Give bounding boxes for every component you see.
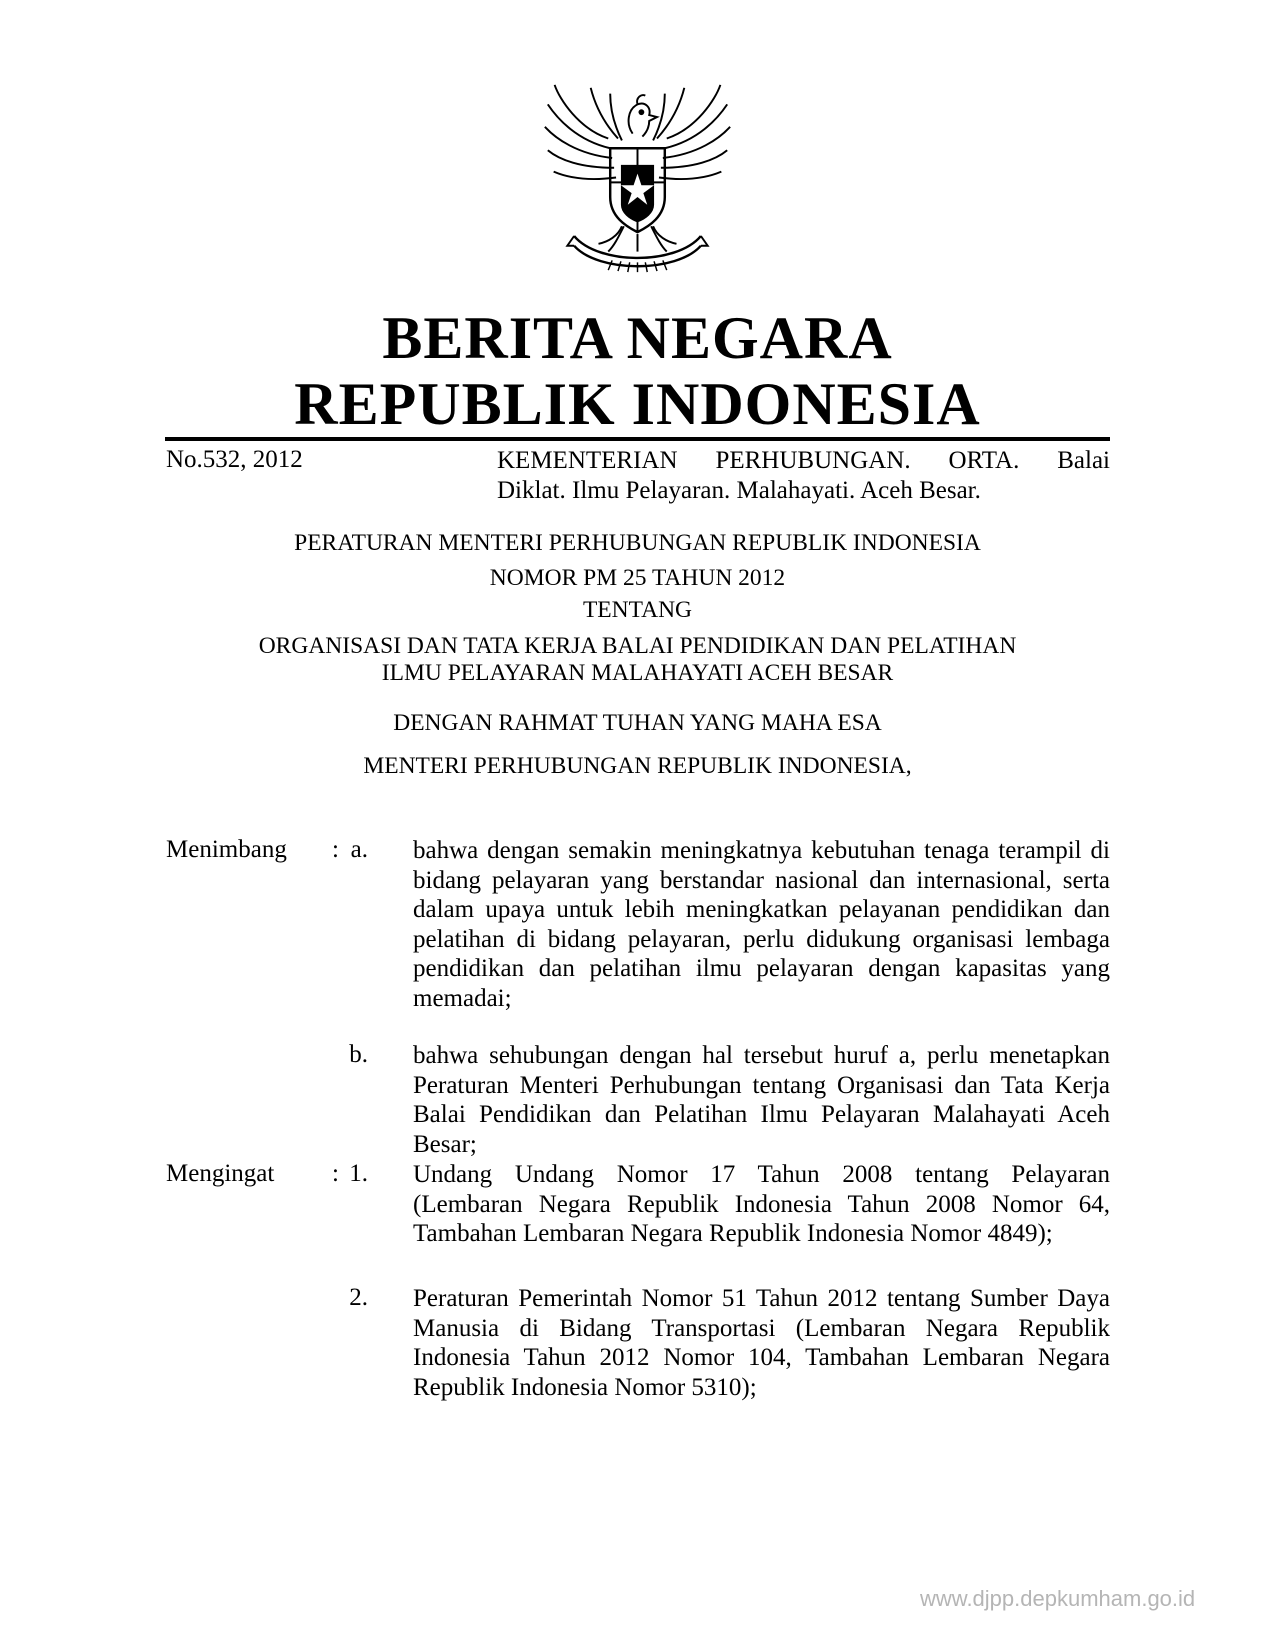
regulation-subject-line1: ORGANISASI DAN TATA KERJA BALAI PENDIDIKAN DAN PELATIHAN: [258, 633, 1017, 659]
issuer: MENTERI PERHUBUNGAN REPUBLIK INDONESIA,: [363, 753, 912, 779]
mengingat-marker-1: 1.: [349, 1160, 368, 1187]
mengingat-colon: :: [332, 1160, 339, 1187]
menimbang-paragraph-a: bahwa dengan semakin meningkatnya kebutuhan tenaga terampil di bidang pelayaran yang berstandar nasional dan internasional, serta dalam upaya untuk lebih meningkatkan pelayanan pendidikan dan pelatihan di bidang pelayaran, perlu didukung organisasi lembaga pendidikan dan pelatihan ilmu pelayaran dengan kapasitas yang memadai;: [413, 837, 1110, 1012]
gazette-subject-line1: KEMENTERIAN PERHUBUNGAN. ORTA. Balai: [497, 447, 1110, 474]
mengingat-label: Mengingat: [166, 1160, 275, 1187]
gazette-subject-line2: Diklat. Ilmu Pelayaran. Malahayati. Aceh Besar.: [497, 477, 981, 504]
regulation-title-line1: PERATURAN MENTERI PERHUBUNGAN REPUBLIK INDONESIA: [294, 530, 981, 556]
menimbang-colon: :: [332, 836, 339, 863]
mengingat-paragraph-1: Undang Undang Nomor 17 Tahun 2008 tentang Pelayaran (Lembaran Negara Republik Indonesia Tahun 2008 Nomor 64, Tambahan Lembaran Negara Republik Indonesia Nomor 4849);: [413, 1161, 1110, 1247]
regulation-number: NOMOR PM 25 TAHUN 2012: [489, 565, 786, 591]
masthead-title: BERITA NEGARA: [382, 305, 893, 371]
menimbang-label: Menimbang: [166, 836, 287, 863]
garuda-emblem: [540, 80, 735, 275]
mengingat-paragraph-2: Peraturan Pemerintah Nomor 51 Tahun 2012 tentang Sumber Daya Manusia di Bidang Transportasi (Lembaran Negara Republik Indonesia Tahun 2012 Nomor 104, Tambahan Lembaran Negara Republik Indonesia Nomor 5310);: [413, 1285, 1110, 1401]
menimbang-marker-a: a.: [350, 836, 368, 863]
invocation: DENGAN RAHMAT TUHAN YANG MAHA ESA: [393, 710, 882, 736]
masthead-subtitle: REPUBLIK INDONESIA: [294, 371, 981, 437]
gazette-number: No.532, 2012: [166, 446, 303, 473]
header-rule: [165, 437, 1110, 441]
menimbang-paragraph-b: bahwa sehubungan dengan hal tersebut huruf a, perlu menetapkan Peraturan Menteri Perhubungan tentang Organisasi dan Tata Kerja Balai Pendidikan dan Pelatihan Ilmu Pelayaran Malahayati Aceh Besar;: [413, 1042, 1110, 1158]
menimbang-marker-b: b.: [349, 1041, 368, 1068]
regulation-subject-line2: ILMU PELAYARAN MALAHAYATI ACEH BESAR: [381, 660, 894, 686]
source-watermark: www.djpp.depkumham.go.id: [920, 1586, 1196, 1611]
mengingat-marker-2: 2.: [349, 1284, 368, 1311]
regulation-tentang: TENTANG: [582, 597, 693, 623]
gazette-subject: [497, 446, 1110, 506]
